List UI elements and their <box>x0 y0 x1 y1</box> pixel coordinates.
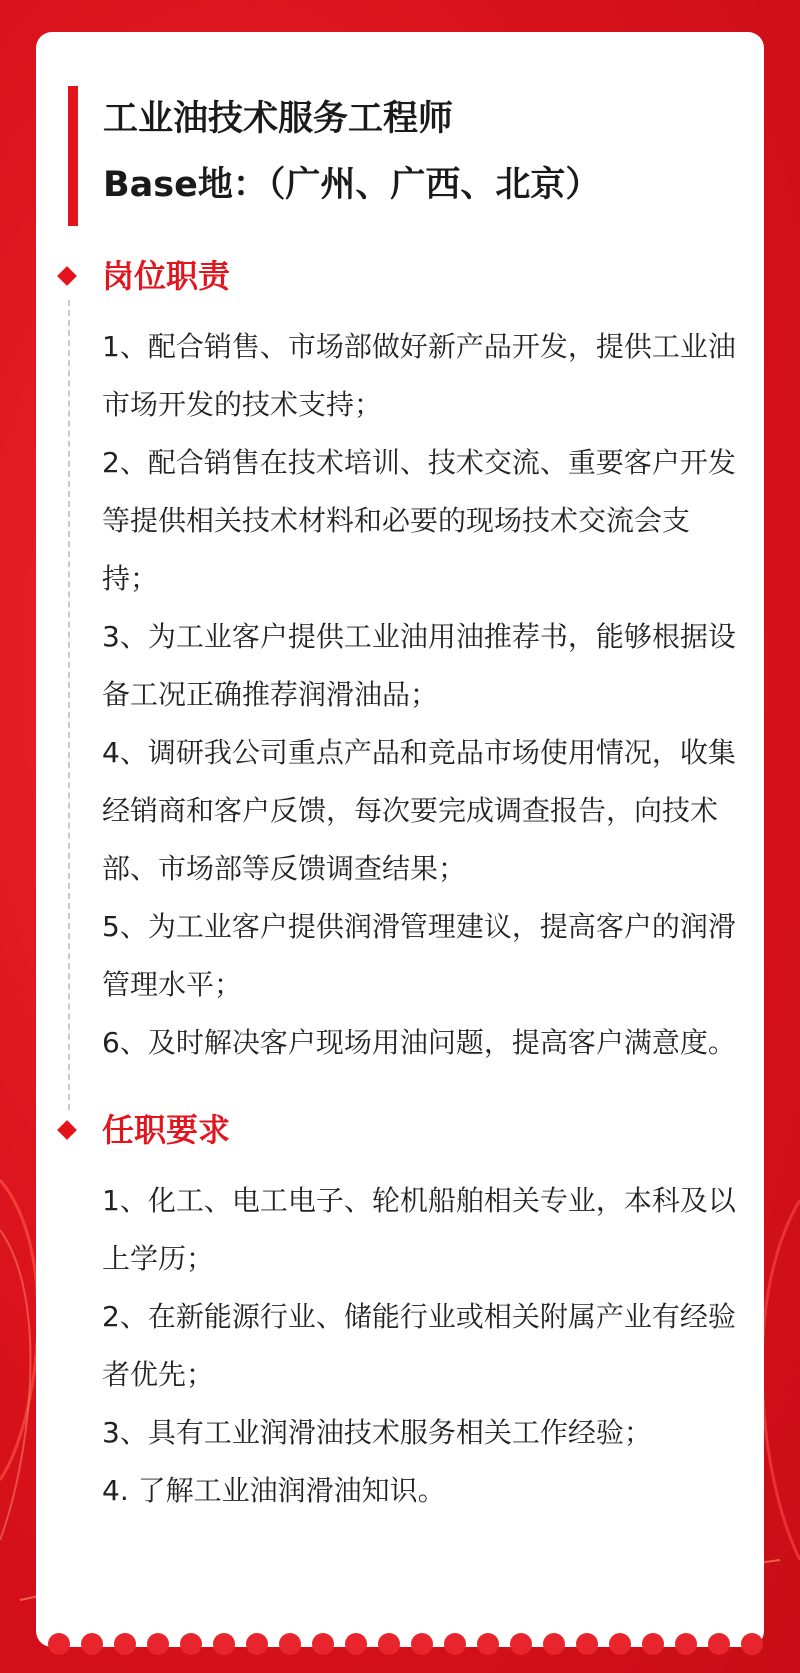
base-location: Base地：（广州、广西、北京） <box>103 165 601 205</box>
scallop-dot <box>180 1633 202 1655</box>
scallop-dot <box>345 1633 367 1655</box>
job-title: 工业油技术服务工程师 <box>103 99 454 139</box>
requirements-list <box>102 1172 742 1520</box>
scallop-dot <box>741 1633 763 1655</box>
duty-item: 2、配合销售在技术培训、技术交流、重要客户开发等提供相关技术材料和必要的现场技术交流会支持； <box>102 446 736 595</box>
diamond-bullet-icon <box>57 1120 77 1140</box>
scallop-dot <box>213 1633 235 1655</box>
requirement-item: 2、在新能源行业、储能行业或相关附属产业有经验者优先； <box>102 1300 736 1391</box>
requirement-item: 3、具有工业润滑油技术服务相关工作经验； <box>102 1416 652 1449</box>
scallop-dot <box>81 1633 103 1655</box>
scallop-dot <box>312 1633 334 1655</box>
requirement-item: 1、化工、电工电子、轮机船舶相关专业，本科及以上学历； <box>102 1184 736 1275</box>
content-card <box>36 32 764 1647</box>
scallop-dot <box>477 1633 499 1655</box>
scallop-dot <box>609 1633 631 1655</box>
scalloped-edge-decoration <box>36 1627 764 1667</box>
duty-item: 3、为工业客户提供工业油用油推荐书，能够根据设备工况正确推荐润滑油品； <box>102 620 736 711</box>
scallop-dot <box>576 1633 598 1655</box>
scallop-dot <box>510 1633 532 1655</box>
requirements-heading: 任职要求 <box>102 1111 231 1149</box>
page-title <box>103 86 743 218</box>
scallop-dot <box>147 1633 169 1655</box>
duties-heading: 岗位职责 <box>102 257 231 295</box>
title-accent-bar <box>68 86 78 226</box>
scallop-dot <box>543 1633 565 1655</box>
scallop-dot <box>279 1633 301 1655</box>
scallop-dot <box>411 1633 433 1655</box>
scallop-dot <box>48 1633 70 1655</box>
duty-item: 5、为工业客户提供润滑管理建议，提高客户的润滑管理水平； <box>102 910 736 1001</box>
duties-list <box>102 318 742 1072</box>
scallop-dot <box>378 1633 400 1655</box>
requirements-section <box>36 1106 764 1526</box>
scallop-dot <box>708 1633 730 1655</box>
duties-section <box>36 252 764 1092</box>
scallop-dot <box>114 1633 136 1655</box>
scallop-dot <box>444 1633 466 1655</box>
scallop-dot <box>675 1633 697 1655</box>
scallop-dot <box>642 1633 664 1655</box>
duty-item: 6、及时解决客户现场用油问题，提高客户满意度。 <box>102 1026 736 1059</box>
duty-item: 1、配合销售、市场部做好新产品开发，提供工业油市场开发的技术支持； <box>102 330 736 421</box>
scallop-dot <box>246 1633 268 1655</box>
duty-item: 4、调研我公司重点产品和竞品市场使用情况，收集经销商和客户反馈，每次要完成调查报告，向技术部、市场部等反馈调查结果； <box>102 736 736 885</box>
dashed-divider-line <box>68 300 70 1110</box>
requirement-item: 4. 了解工业油润滑油知识。 <box>102 1474 446 1507</box>
diamond-bullet-icon <box>57 266 77 286</box>
